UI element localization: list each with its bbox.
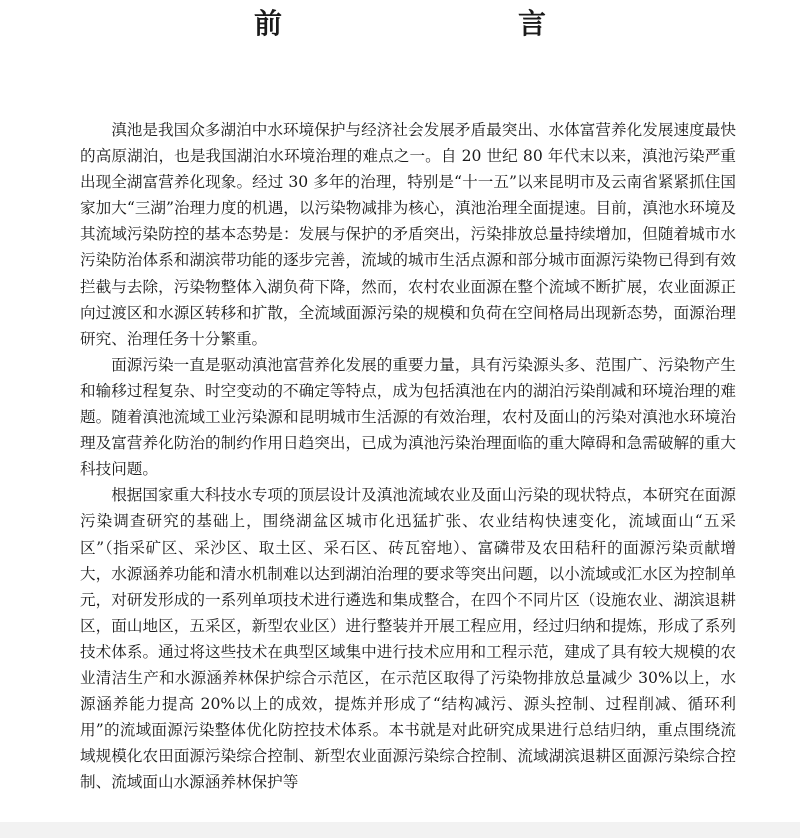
page-bottom-edge	[0, 822, 800, 838]
preface-body	[80, 117, 736, 795]
paragraph: 面源污染一直是驱动滇池富营养化发展的重要力量，具有污染源头多、范围广、污染物产生和输移过程复杂、时空变动的不确定等特点，成为包括滇池在内的湖泊污染削减和环境治理的难题。随着滇池流域工业污染源和昆明城市生活源的有效治理，农村及面山的污染对滇池水环境治理及富营养化防治的制约作用日趋突出，已成为滇池污染治理面临的重大障碍和急需破解的重大科技问题。	[80, 355, 736, 479]
paragraph: 滇池是我国众多湖泊中水环境保护与经济社会发展矛盾最突出、水体富营养化发展速度最快的高原湖泊，也是我国湖泊水环境治理的难点之一。自 20 世纪 80 年代末以来，滇池污染严重出现全湖富营养化现象。经过 30 多年的治理，特别是“十一五”以来昆明市及云南省紧紧抓住国家加大“三湖”治理力度的机遇，以污染物减排为核心，滇池治理全面提速。目前，滇池水环境及其流域污染防控的基本态势是：发展与保护的矛盾突出，污染排放总量持续增加，但随着城市水污染防治体系和湖滨带功能的逐步完善，流域的城市生活点源和部分城市面源污染物已得到有效拦截与去除，污染物整体入湖负荷下降，然而，农村农业面源在整个流域不断扩展，农业面源正向过渡区和水源区转移和扩散，全流域面源污染的规模和负荷在空间格局出现新态势，面源治理研究、治理任务十分繁重。	[80, 121, 736, 348]
page-title: 前 言	[253, 7, 606, 40]
paragraph: 根据国家重大科技水专项的顶层设计及滇池流域农业及面山污染的现状特点，本研究在面源污染调查研究的基础上，围绕湖盆区城市化迅猛扩张、农业结构快速变化，流域面山“五采区”（指采矿区、采沙区、取土区、采石区、砖瓦窑地）、富磷带及农田秸秆的面源污染贡献增大，水源涵养功能和清水机制难以达到湖泊治理的要求等突出问题，以小流域或汇水区为控制单元，对研发形成的一系列单项技术进行遴选和集成整合，在四个不同片区（设施农业、湖滨退耕区，面山地区，五采区，新型农业区）进行整装并开展工程应用，经过归纳和提炼，形成了系列技术体系。通过将这些技术在典型区域集中进行技术应用和工程示范，建成了具有较大规模的农业清洁生产和水源涵养林保护综合示范区，在示范区取得了污染物排放总量减少 30%以上，水源涵养能力提高 20%以上的成效，提炼并形成了“结构减污、源头控制、过程削减、循环利用”的流域面源污染整体优化防控技术体系。本书就是对此研究成果进行总结归纳，重点围绕流域规模化农田面源污染综合控制、新型农业面源污染综合控制、流域湖滨退耕区面源污染综合控制、流域面山水源涵养林保护等	[80, 486, 736, 792]
